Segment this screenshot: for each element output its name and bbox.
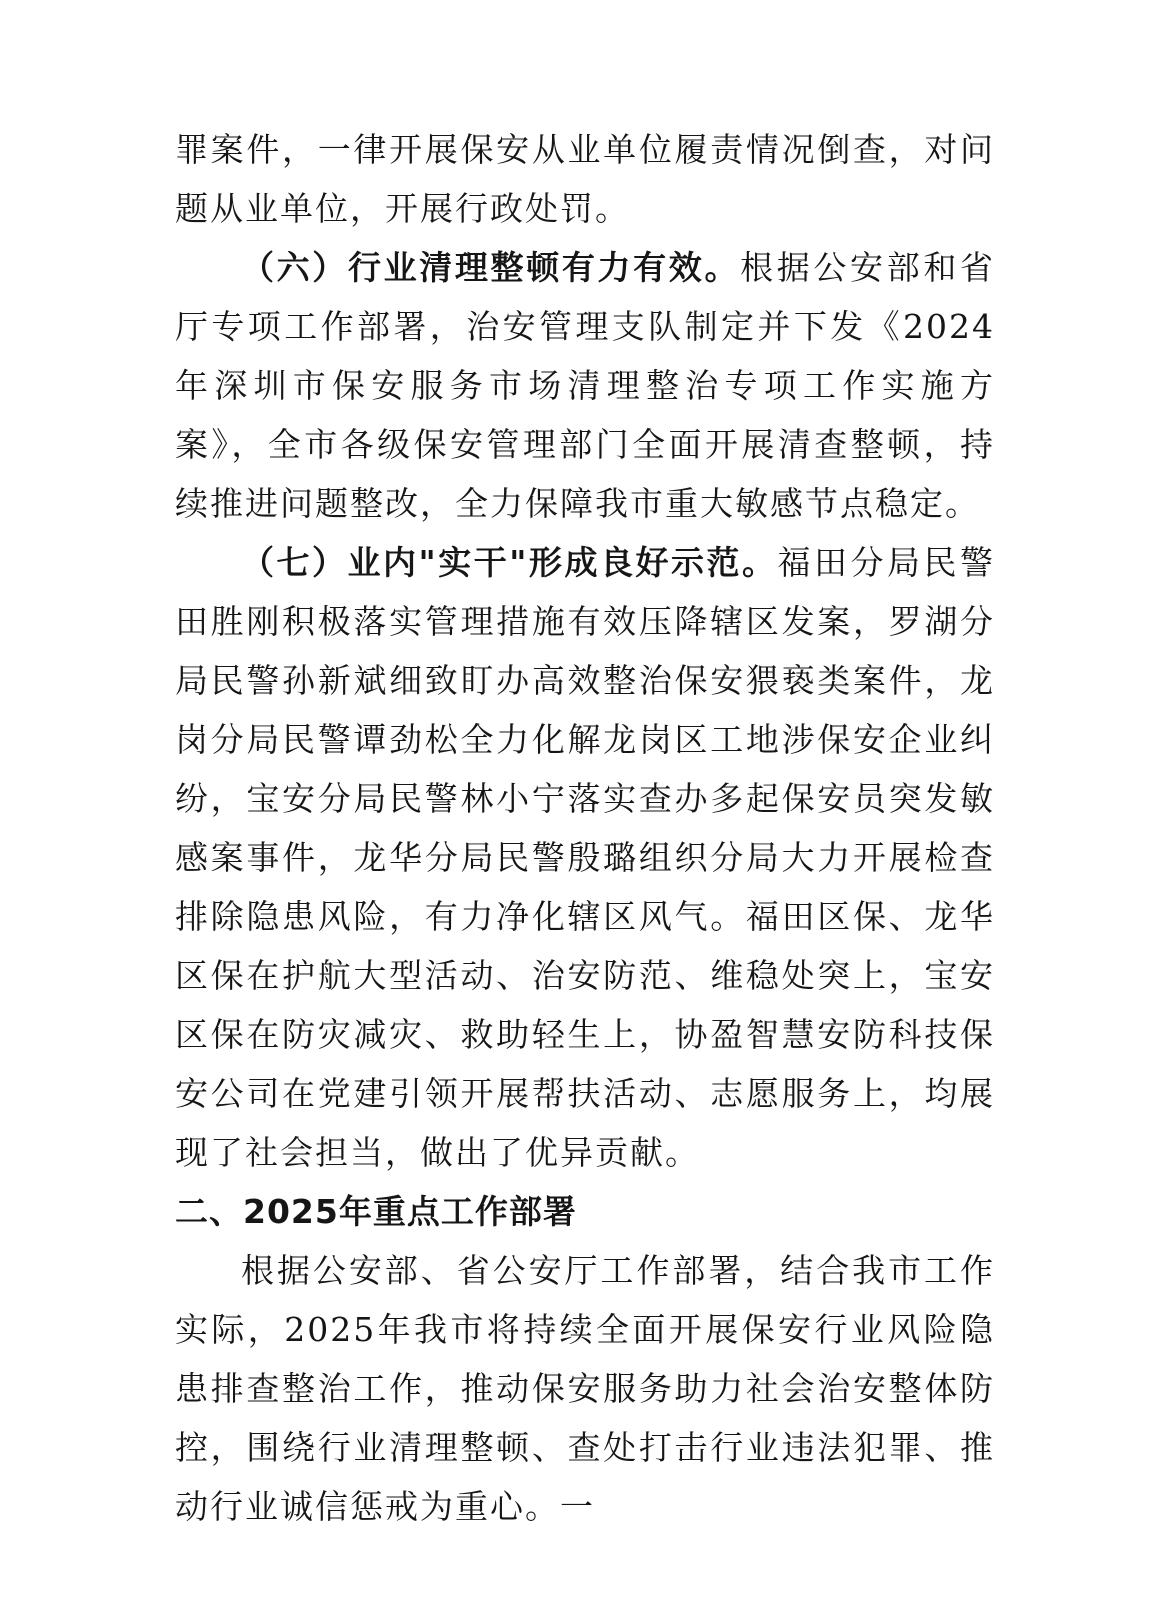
paragraph-2-lead: （六）行业清理整顿有力有效。 — [241, 248, 741, 287]
paragraph-3 — [175, 533, 995, 1182]
paragraph-3-lead: （七）业内"实干"形成良好示范。 — [241, 543, 778, 582]
paragraph-3-body: 福田分局民警田胜刚积极落实管理措施有效压降辖区发案，罗湖分局民警孙新斌细致盯办高效整治保安猥亵类案件，龙岗分局民警谭劲松全力化解龙岗区工地涉保安企业纠纷，宝安分局民警林小宁落实查办多起保安员突发敏感案事件，龙华分局民警殷璐组织分局大力开展检查排除隐患风险，有力净化辖区风气。福田区保、龙华区保在护航大型活动、治安防范、维稳处突上，宝安区保在防灾减灾、救助轻生上，协盈智慧安防科技保安公司在党建引领开展帮扶活动、志愿服务上，均展现了社会担当，做出了优异贡献。 — [175, 543, 996, 1172]
section-heading: 二、2025年重点工作部署 — [175, 1192, 577, 1231]
paragraph-1: 罪案件，一律开展保安从业单位履责情况倒查，对问题从业单位，开展行政处罚。 — [175, 130, 995, 228]
document-body — [175, 120, 995, 1536]
paragraph-2-body: 根据公安部和省厅专项工作部署，治安管理支队制定并下发《2024年深圳市保安服务市场清理整治专项工作实施方案》，全市各级保安管理部门全面开展清查整顿，持续推进问题整改，全力保障我市重大敏感节点稳定。 — [175, 248, 996, 523]
paragraph-2 — [175, 238, 995, 533]
paragraph-4: 根据公安部、省公安厅工作部署，结合我市工作实际，2025年我市将持续全面开展保安行业风险隐患排查整治工作，推动保安服务助力社会治安整体防控，围绕行业清理整顿、查处打击行业违法犯罪、推动行业诚信惩戒为重心。一 — [175, 1251, 995, 1526]
